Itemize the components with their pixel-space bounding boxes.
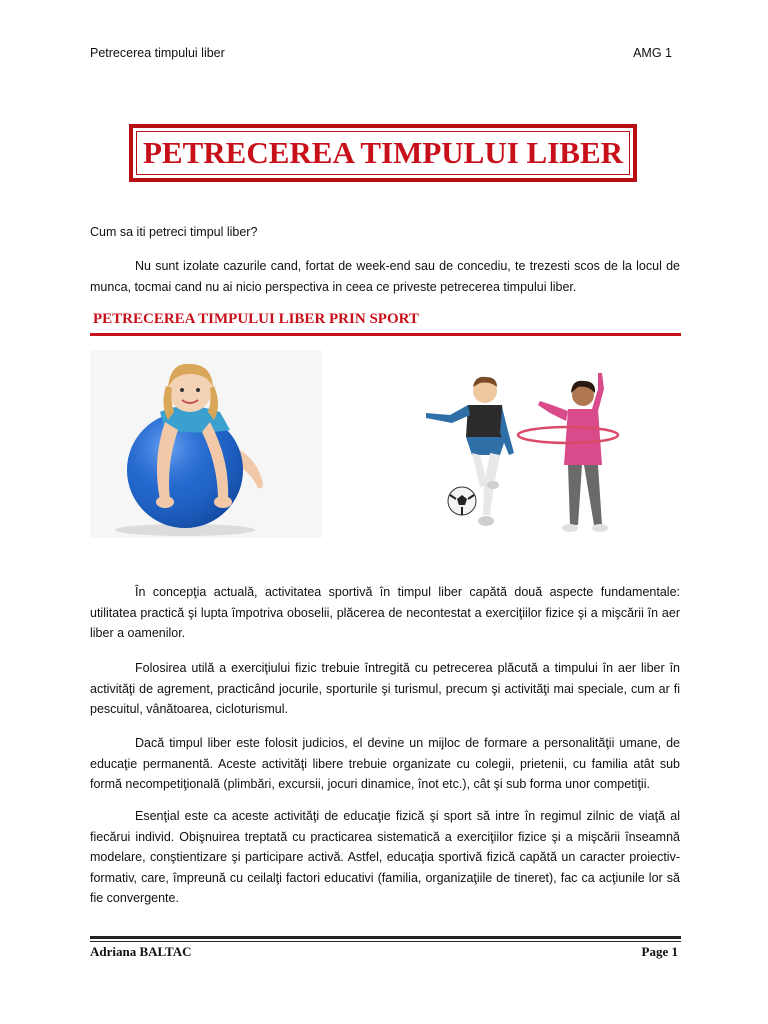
paragraph-2: Folosirea utilă a exerciţiului fizic trebuie întregită cu petrecerea plăcută a timpului în aer liber în activităţi de agrement, practicând jocurile, sporturile şi turismul, precum şi activităţi mai speciale, cum ar fi pescuitul, vânătoarea, cicloturismul. xyxy=(90,661,680,716)
footer-rule-thin xyxy=(90,941,681,942)
intro-paragraph: Nu sunt izolate cazurile cand, fortat de week-end sau de concediu, te trezesti scos de la locul de munca, tocmai cand nu ai nicio perspectiva in ceea ce priveste petrecerea timpului liber. xyxy=(90,259,680,294)
intro-question: Cum sa iti petreci timpul liber? xyxy=(90,225,258,239)
paragraph-3: Dacă timpul liber este folosit judicios, el devine un mijloc de formare a personalităţii umane, de educaţie permanentă. Aceste activităţi libere trebuie organizate cu colegii, prietenii, cu familia atât sub formă necompetiţională (plimbări, excursii, jocuri dinamice, înot etc.), cât şi sub forma unor competiţii. xyxy=(90,736,680,791)
footer-page-number: Page 1 xyxy=(641,944,678,959)
footer-author: Adriana BALTAC xyxy=(90,944,192,959)
paragraph-4: Esenţial este ca aceste activităţi de educaţie fizică şi sport să intre în regimul zilnic de viaţă al fiecărui individ. Obişnuirea treptată cu practicarea sistematică a exerciţiilor fizice şi a mişcării înseamnă modelare, conştientizare şi participare activă. Astfel, educaţia sportivă fizică capătă un caracter proiectiv-formativ, care, împreună cu ceilalţi factori educativi (familia, organizaţiile de tineret), fac ca acţiunile lor să fie convergente. xyxy=(90,809,680,905)
footer-rule-thick xyxy=(90,936,681,939)
section-heading: PETRECEREA TIMPULUI LIBER PRIN SPORT xyxy=(93,311,419,327)
header-left-text: Petrecerea timpului liber xyxy=(90,46,225,60)
page-title: PETRECEREA TIMPULUI LIBER xyxy=(142,135,624,170)
title-box xyxy=(129,124,637,182)
header-right-text: AMG 1 xyxy=(633,46,672,60)
children-sport-image xyxy=(420,365,620,537)
paragraph-1: În concepţia actuală, activitatea sportivă în timpul liber capătă două aspecte fundamentale: utilitatea practică şi lupta împotriva oboselii, plăcerea de necontestat a exerciţiilor fizice şi a mişcării în aer liber a oamenilor. xyxy=(90,585,680,640)
section-rule xyxy=(90,333,681,336)
girl-on-ball-image xyxy=(90,350,322,538)
